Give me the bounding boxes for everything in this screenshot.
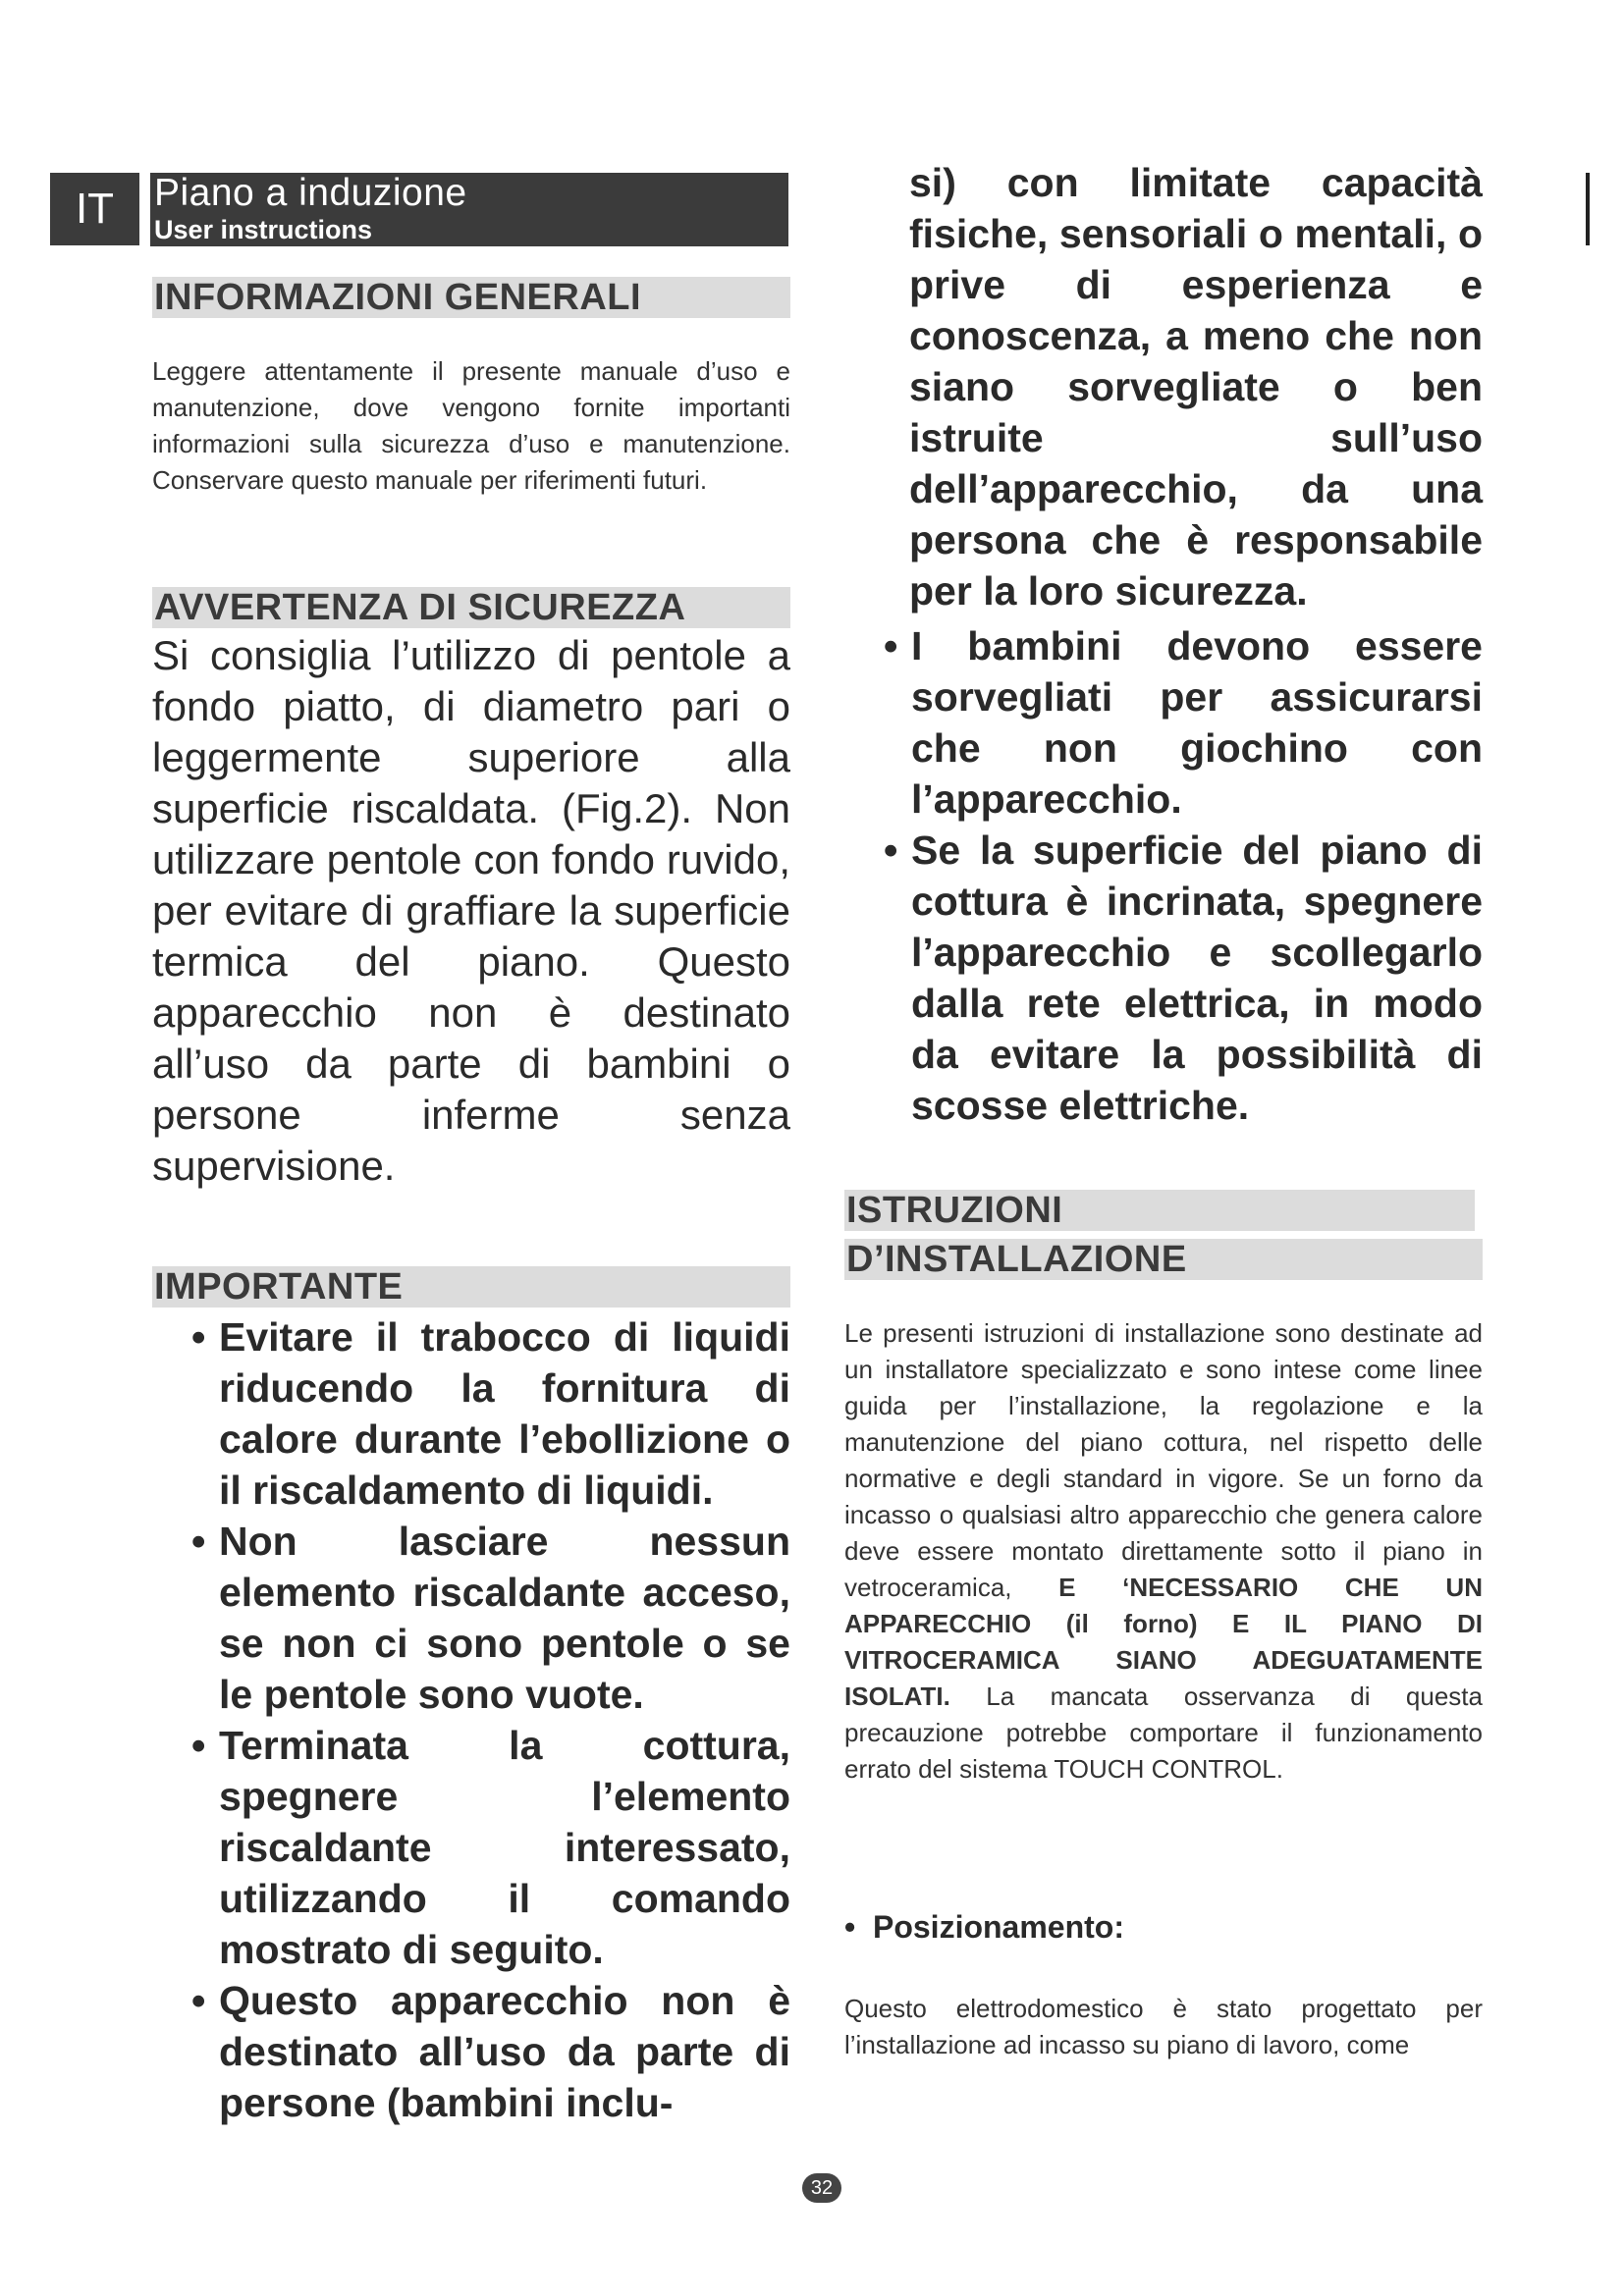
- margin-rule: [1586, 173, 1590, 245]
- language-badge: IT: [50, 173, 139, 245]
- list-item-text: I bambini devono essere sorvegliati per assicurarsi che non giochino con l’apparecchio.: [911, 623, 1483, 822]
- left-column: [152, 265, 790, 2128]
- bullet-icon: •: [844, 1909, 873, 1945]
- positioning-label: Posizionamento:: [872, 1909, 1124, 1945]
- install-body-part1: Le presenti istruzioni di installazione sono destinate ad un installatore specializzato e sono intese come linee guida per l’installazione, la regolazione e la manutenzione del piano cottura, nel rispetto delle normative e degli standard in vigore. Se un forno da incasso o qualsiasi altro apparecchio che genera calore deve essere montato direttamente sotto il piano in vetroceramica,: [844, 1318, 1483, 1602]
- document-subtitle: User instructions: [154, 215, 373, 244]
- list-item: [844, 620, 1483, 825]
- list-item-text: Terminata la cottura, spegnere l’elemento riscaldante interessato, utilizzando il comando mostrato di seguito.: [219, 1723, 790, 1972]
- important-list: [152, 1311, 790, 2128]
- list-item: [152, 1516, 790, 1720]
- section-title-general: INFORMAZIONI GENERALI: [152, 277, 790, 318]
- section-title-install-1: ISTRUZIONI: [844, 1190, 1475, 1231]
- section-title-install-2: D’INSTALLAZIONE: [844, 1239, 1483, 1280]
- section-title-important: IMPORTANTE: [152, 1266, 790, 1308]
- list-item-text: Questo apparecchio non è destinato all’uso da parte di persone (bambini inclu-: [219, 1978, 790, 2125]
- page-number: 32: [802, 2173, 841, 2203]
- list-item: [152, 1720, 790, 1975]
- positioning-heading: [844, 1909, 1483, 1946]
- continuation-text: si) con limitate capacità fisiche, sensoriali o mentali, o prive di esperienza e conoscenza, a meno che non siano sorvegliate o ben istruite sull’uso dell’apparecchio, da una persona che è responsabile per la loro sicurezza.: [909, 160, 1483, 614]
- positioning-body: Questo elettrodomestico è stato progettato per l’installazione ad incasso su piano di lavoro, come: [844, 1994, 1483, 2059]
- bullet-icon: •: [191, 1519, 206, 1564]
- list-item-text: Evitare il trabocco di liquidi riducendo la fornitura di calore durante l’ebollizione o il riscaldamento di liquidi.: [219, 1314, 790, 1513]
- install-body: [844, 1315, 1483, 1788]
- list-item: [152, 1975, 790, 2128]
- bullet-icon: •: [884, 623, 898, 668]
- section-title-safety: AVVERTENZA DI SICUREZZA: [152, 587, 790, 628]
- install-body-part2: La mancata osservanza di questa precauzione potrebbe comportare il funzionamento errato del sistema TOUCH CONTROL.: [844, 1682, 1483, 1784]
- list-item: [152, 1311, 790, 1516]
- bullet-icon: •: [191, 1978, 206, 2023]
- bullet-icon: •: [884, 828, 898, 873]
- safety-list: [844, 620, 1483, 1131]
- list-item-text: Non lasciare nessun elemento riscaldante acceso, se non ci sono pentole o se le pentole sono vuote.: [219, 1519, 790, 1717]
- document-title: Piano a induzione: [154, 172, 467, 214]
- right-column: [844, 157, 1483, 2063]
- general-body: Leggere attentamente il presente manuale d’uso e manutenzione, dove vengono fornite importanti informazioni sulla sicurezza d’uso e manutenzione. Conservare questo manuale per riferimenti futuri.: [152, 356, 790, 495]
- list-item: [844, 825, 1483, 1131]
- list-item-text: Se la superficie del piano di cottura è incrinata, spegnere l’apparecchio e scollegarlo dalla rete elettrica, in modo da evitare la possibilità di scosse elettriche.: [911, 828, 1483, 1128]
- document-header: [150, 173, 788, 246]
- bullet-icon: •: [191, 1314, 206, 1360]
- bullet-icon: •: [191, 1723, 206, 1768]
- safety-body: Si consiglia l’utilizzo di pentole a fondo piatto, di diametro pari o leggermente superiore alla superficie riscaldata. (Fig.2). Non utilizzare pentole con fondo ruvido, per evitare di graffiare la superficie termica del piano. Questo apparecchio non è destinato all’uso da parte di bambini o persone inferme senza supervisione.: [152, 632, 790, 1189]
- install-body-bold: E ‘NECESSARIO CHE UN APPARECCHIO (il forno) E IL PIANO DI VITROCERAMICA SIANO ADEGUATAMENTE ISOLATI.: [844, 1573, 1483, 1711]
